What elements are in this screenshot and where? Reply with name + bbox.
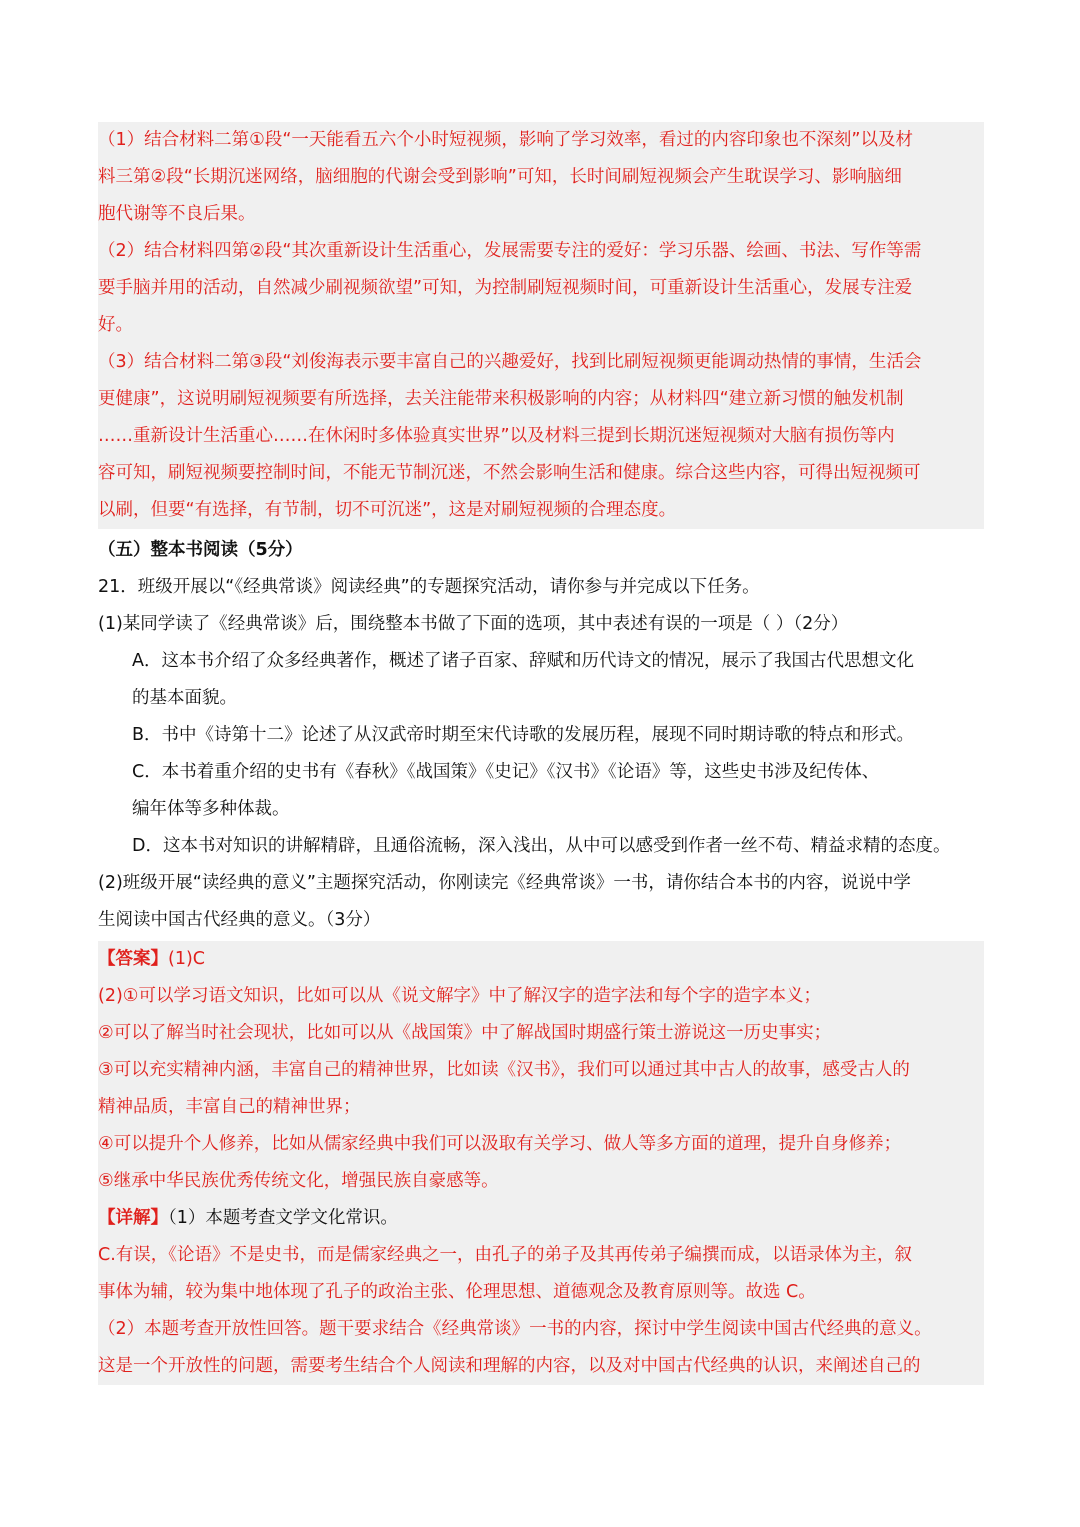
answer-block xyxy=(98,941,984,1385)
option-c: C．本书着重介绍的史书有《春秋》《战国策》《史记》《汉书》《论语》等，这些史书涉及纪传体、 xyxy=(132,762,880,782)
answer-line: 容可知，刷短视频要控制时间，不能无节制沉迷，不然会影响生活和健康。综合这些内容，可得出短视频可 xyxy=(98,463,921,483)
answer-line: ③可以充实精神内涵，丰富自己的精神世界，比如读《汉书》，我们可以通过其中古人的故事，感受古人的 xyxy=(98,1060,910,1080)
detail-line: 这是一个开放性的问题，需要考生结合个人阅读和理解的内容，以及对中国古代经典的认识，来阐述自己的 xyxy=(98,1356,921,1376)
answer-choice: (1)C xyxy=(168,949,206,969)
question-21: 21．班级开展以“《经典常谈》阅读经典”的专题探究活动，请你参与并完成以下任务。 xyxy=(98,577,760,597)
detail-label: 【详解】 xyxy=(98,1208,168,1228)
answer-first-line xyxy=(98,941,984,978)
previous-answer-block xyxy=(98,122,984,529)
option-c-cont: 编年体等多种体裁。 xyxy=(132,799,290,819)
answer-label: 【答案】 xyxy=(98,949,168,969)
detail-line: C.有误，《论语》不是史书，而是儒家经典之一，由孔子的弟子及其再传弟子编撰而成，以语录体为主，叙 xyxy=(98,1245,913,1265)
answer-line: 要手脑并用的活动，自然减少刷视频欲望”可知，为控制刷短视频时间，可重新设计生活重心，发展专注爱 xyxy=(98,278,913,298)
answer-line: ②可以了解当时社会现状，比如可以从《战国策》中了解战国时期盛行策士游说这一历史事实； xyxy=(98,1023,832,1043)
question-section xyxy=(98,532,984,939)
answer-line: 好。 xyxy=(98,315,133,335)
answer-line: 料三第②段“长期沉迷网络，脑细胞的代谢会受到影响”可知，长时间刷短视频会产生耽误学习、影响脑细 xyxy=(98,167,902,187)
detail-line: （2）本题考查开放性回答。题干要求结合《经典常谈》一书的内容，探讨中学生阅读中国古代经典的意义。 xyxy=(98,1319,932,1339)
option-a-cont: 的基本面貌。 xyxy=(132,688,237,708)
option-d: D．这本书对知识的讲解精辟，且通俗流畅，深入浅出，从中可以感受到作者一丝不苟、精益求精的态度。 xyxy=(132,836,951,856)
answer-line: （1）结合材料二第①段“一天能看五六个小时短视频，影响了学习效率，看过的内容印象也不深刻”以及材 xyxy=(98,130,913,150)
answer-line: 精神品质，丰富自己的精神世界； xyxy=(98,1097,361,1117)
detail-line: 事体为辅，较为集中地体现了孔子的政治主张、伦理思想、道德观念及教育原则等。故选 C。 xyxy=(98,1282,816,1302)
detail-intro: （1）本题考查文学文化常识。 xyxy=(168,1208,398,1228)
answer-line: 以刷，但要“有选择，有节制，切不可沉迷”，这是对刷短视频的合理态度。 xyxy=(98,500,677,520)
answer-line: 更健康”，这说明刷短视频要有所选择，去关注能带来积极影响的内容；从材料四“建立新习惯的触发机制 xyxy=(98,389,904,409)
answer-line: (2)①可以学习语文知识，比如可以从《说文解字》中了解汉字的造字法和每个字的造字本义； xyxy=(98,986,821,1006)
detail-first-line xyxy=(98,1200,984,1237)
section-heading: （五）整本书阅读（5分） xyxy=(98,540,303,560)
sub-question-2: (2)班级开展“读经典的意义”主题探究活动，你刚读完《经典常谈》一书，请你结合本书的内容，说说中学 xyxy=(98,873,911,893)
answer-line: ④可以提升个人修养，比如从儒家经典中我们可以汲取有关学习、做人等多方面的道理，提升自身修养； xyxy=(98,1134,902,1154)
sub-question-2-cont: 生阅读中国古代经典的意义。（3分） xyxy=(98,910,381,930)
option-a: A．这本书介绍了众多经典著作，概述了诸子百家、辞赋和历代诗文的情况，展示了我国古代思想文化 xyxy=(132,651,914,671)
answer-line: 胞代谢等不良后果。 xyxy=(98,204,256,224)
answer-line: （3）结合材料二第③段“刘俊海表示要丰富自己的兴趣爱好，找到比刷短视频更能调动热情的事情，生活会 xyxy=(98,352,922,372)
answer-line: ……重新设计生活重心……在休闲时多体验真实世界”以及材料三提到长期沉迷短视频对大脑有损伤等内 xyxy=(98,426,895,446)
option-b: B．书中《诗第十二》论述了从汉武帝时期至宋代诗歌的发展历程，展现不同时期诗歌的特点和形式。 xyxy=(132,725,915,745)
sub-question-1: (1)某同学读了《经典常谈》后，围绕整本书做了下面的选项，其中表述有误的一项是（ ）（2分） xyxy=(98,614,849,634)
answer-line: ⑤继承中华民族优秀传统文化，增强民族自豪感等。 xyxy=(98,1171,499,1191)
answer-line: （2）结合材料四第②段“其次重新设计生活重心，发展需要专注的爱好：学习乐器、绘画、书法、写作等需 xyxy=(98,241,922,261)
